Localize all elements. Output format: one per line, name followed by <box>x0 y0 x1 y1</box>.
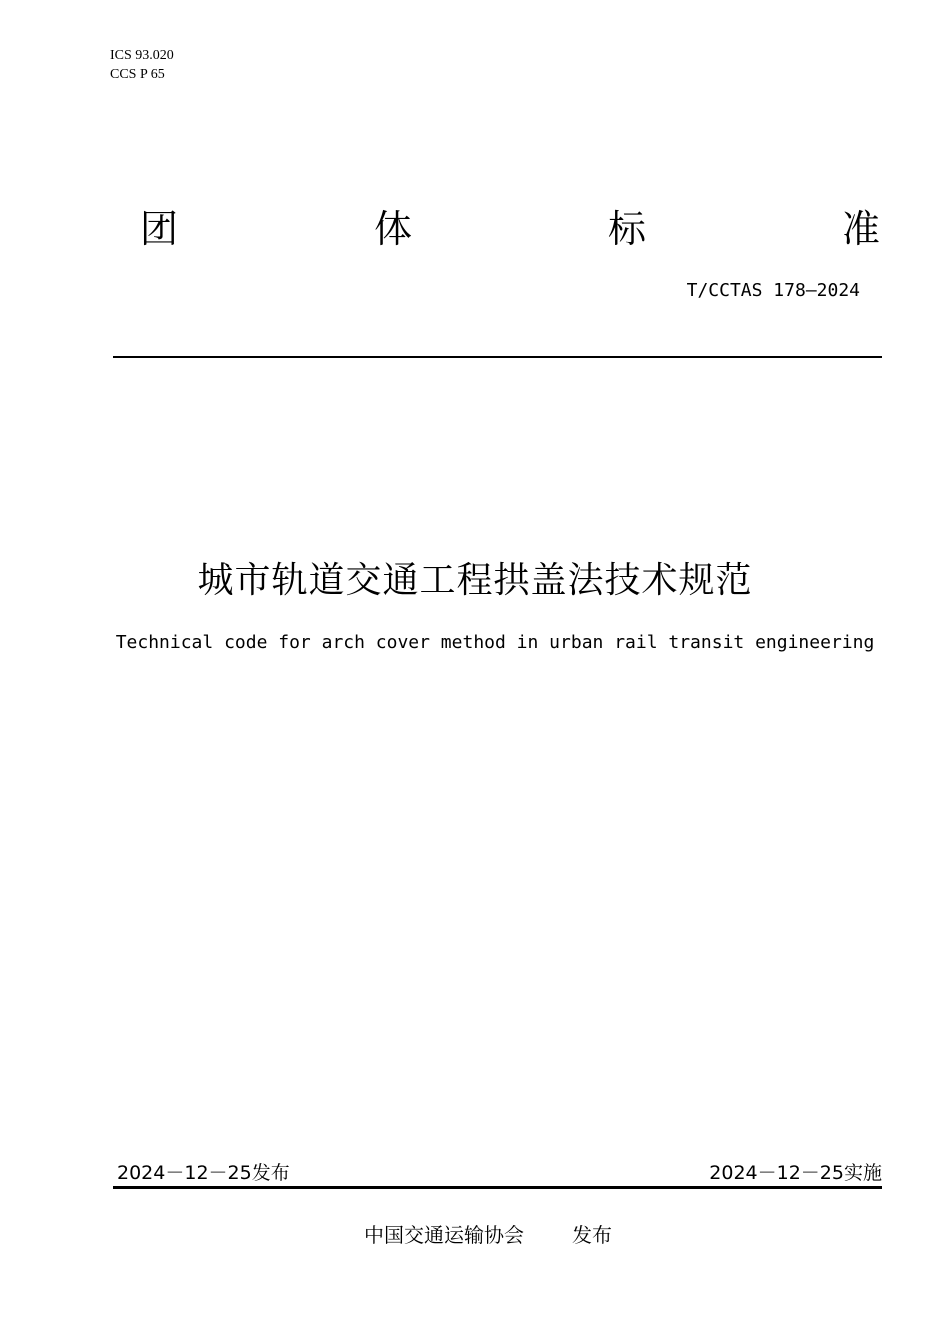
standard-type-char: 体 <box>373 206 412 251</box>
title-chinese: 城市轨道交通工程拱盖法技术规范 <box>197 560 753 601</box>
publisher-action: 发布 <box>572 1223 612 1247</box>
publisher-line <box>0 1219 950 1248</box>
standard-type-char: 准 <box>841 206 880 251</box>
standard-type-char: 标 <box>607 206 646 251</box>
implementation-date: 2024－12－25实施 <box>709 1162 882 1184</box>
standard-number: T/CCTAS 178—2024 <box>686 280 860 301</box>
publisher-name: 中国交通运输协会 <box>364 1223 524 1247</box>
standard-type-heading <box>140 198 880 252</box>
bottom-divider <box>113 1186 882 1189</box>
ccs-code: CCS P 65 <box>110 67 165 82</box>
title-english: Technical code for arch cover method in urban rail transit engineering <box>115 632 875 653</box>
standard-type-char: 团 <box>140 206 179 251</box>
ics-code: ICS 93.020 <box>110 48 174 63</box>
classification-codes <box>110 46 174 84</box>
top-divider <box>113 356 882 358</box>
issue-date: 2024－12－25发布 <box>117 1162 290 1184</box>
